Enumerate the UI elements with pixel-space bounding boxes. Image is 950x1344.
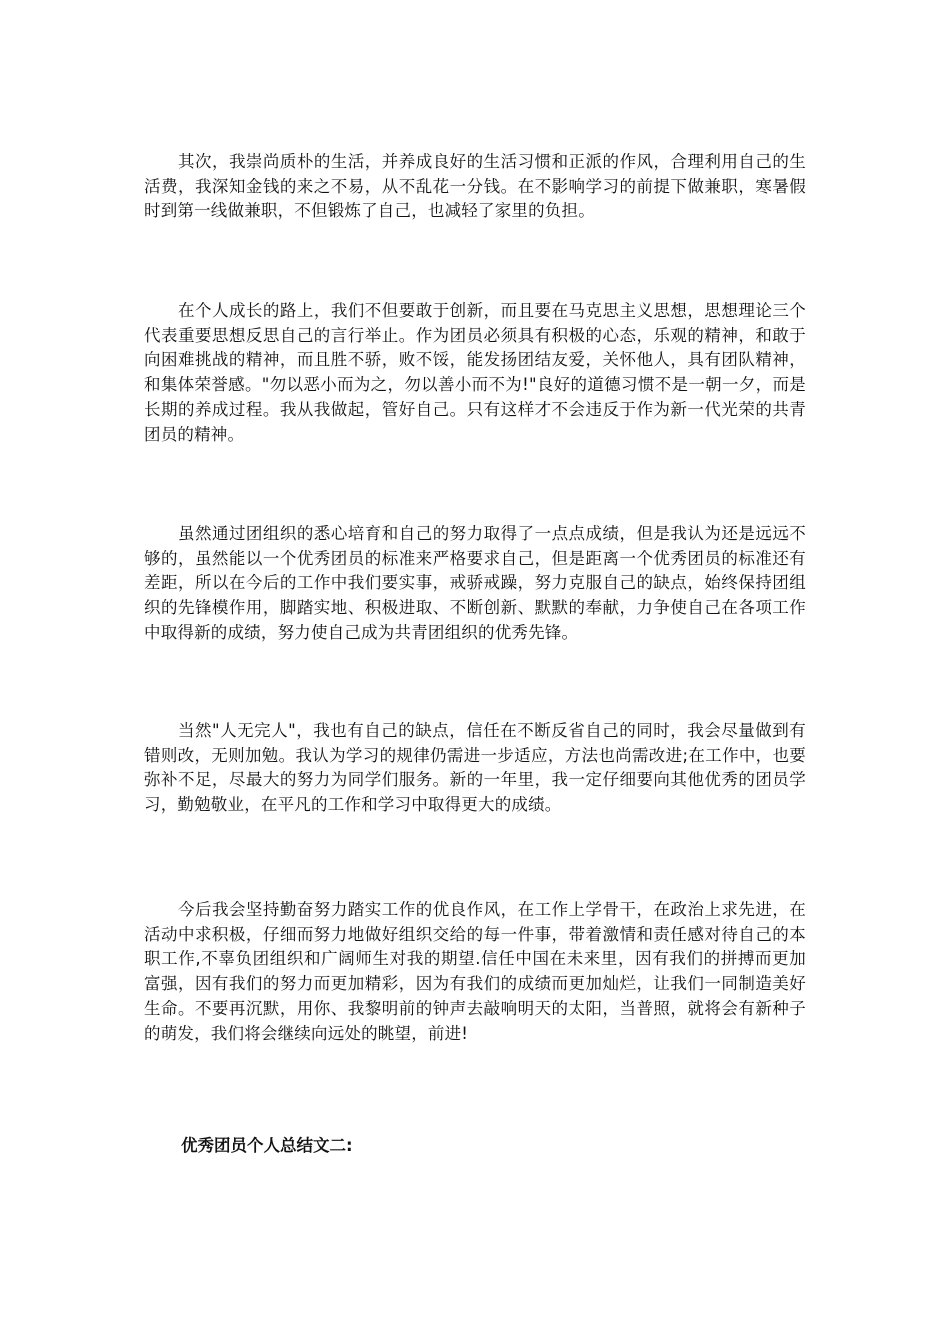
section-heading: 优秀团员个人总结文二:: [181, 1136, 353, 1155]
body-paragraph: 当然"人无完人"，我也有自己的缺点，信任在不断反省自己的同时，我会尽量做到有错则改，无则加勉。我认为学习的规律仍需进一步适应，方法也尚需改进;在工作中，也要弥补不足，尽最大的努力为同学们服务。新的一年里，我一定仔细要向其他优秀的团员学习，勤勉敬业，在平凡的工作和学习中取得更大的成绩。: [144, 721, 806, 815]
body-paragraph: 在个人成长的路上，我们不但要敢于创新，而且要在马克思主义思想，思想理论三个代表重要思想反思自己的言行举止。作为团员必须具有积极的心态，乐观的精神，和敢于向困难挑战的精神，而且胜不骄，败不馁，能发扬团结友爱，关怀他人，具有团队精神，和集体荣誉感。"勿以恶小而为之，勿以善小而不为!"良好的道德习惯不是一朝一夕，而是长期的养成过程。我从我做起，管好自己。只有这样才不会违反于作为新一代光荣的共青团员的精神。: [144, 301, 806, 444]
body-paragraph: 虽然通过团组织的悉心培育和自己的努力取得了一点点成绩，但是我认为还是远远不够的，虽然能以一个优秀团员的标准来严格要求自己，但是距离一个优秀团员的标准还有差距，所以在今后的工作中我们要实事，戒骄戒躁，努力克服自己的缺点，始终保持团组织的先锋模作用，脚踏实地、积极进取、不断创新、默默的奉献，力争使自己在各项工作中取得新的成绩，努力使自己成为共青团组织的优秀先锋。: [144, 524, 806, 642]
body-paragraph: 今后我会坚持勤奋努力踏实工作的优良作风，在工作上学骨干，在政治上求先进，在活动中求积极，仔细而努力地做好组织交给的每一件事，带着激情和责任感对待自己的本职工作,不辜负团组织和广阔师生对我的期望.信任中国在未来里，因有我们的拼搏而更加富强，因有我们的努力而更加精彩，因为有我们的成绩而更加灿烂，让我们一同制造美好生命。不要再沉默，用你、我黎明前的钟声去敲响明天的太阳，当普照，就将会有新种子的萌发，我们将会继续向远处的眺望，前进!: [144, 900, 806, 1043]
body-paragraph: 其次，我崇尚质朴的生活，并养成良好的生活习惯和正派的作风，合理利用自己的生活费，我深知金钱的来之不易，从不乱花一分钱。在不影响学习的前提下做兼职，寒暑假时到第一线做兼职，不但锻炼了自己，也减轻了家里的负担。: [144, 152, 806, 221]
